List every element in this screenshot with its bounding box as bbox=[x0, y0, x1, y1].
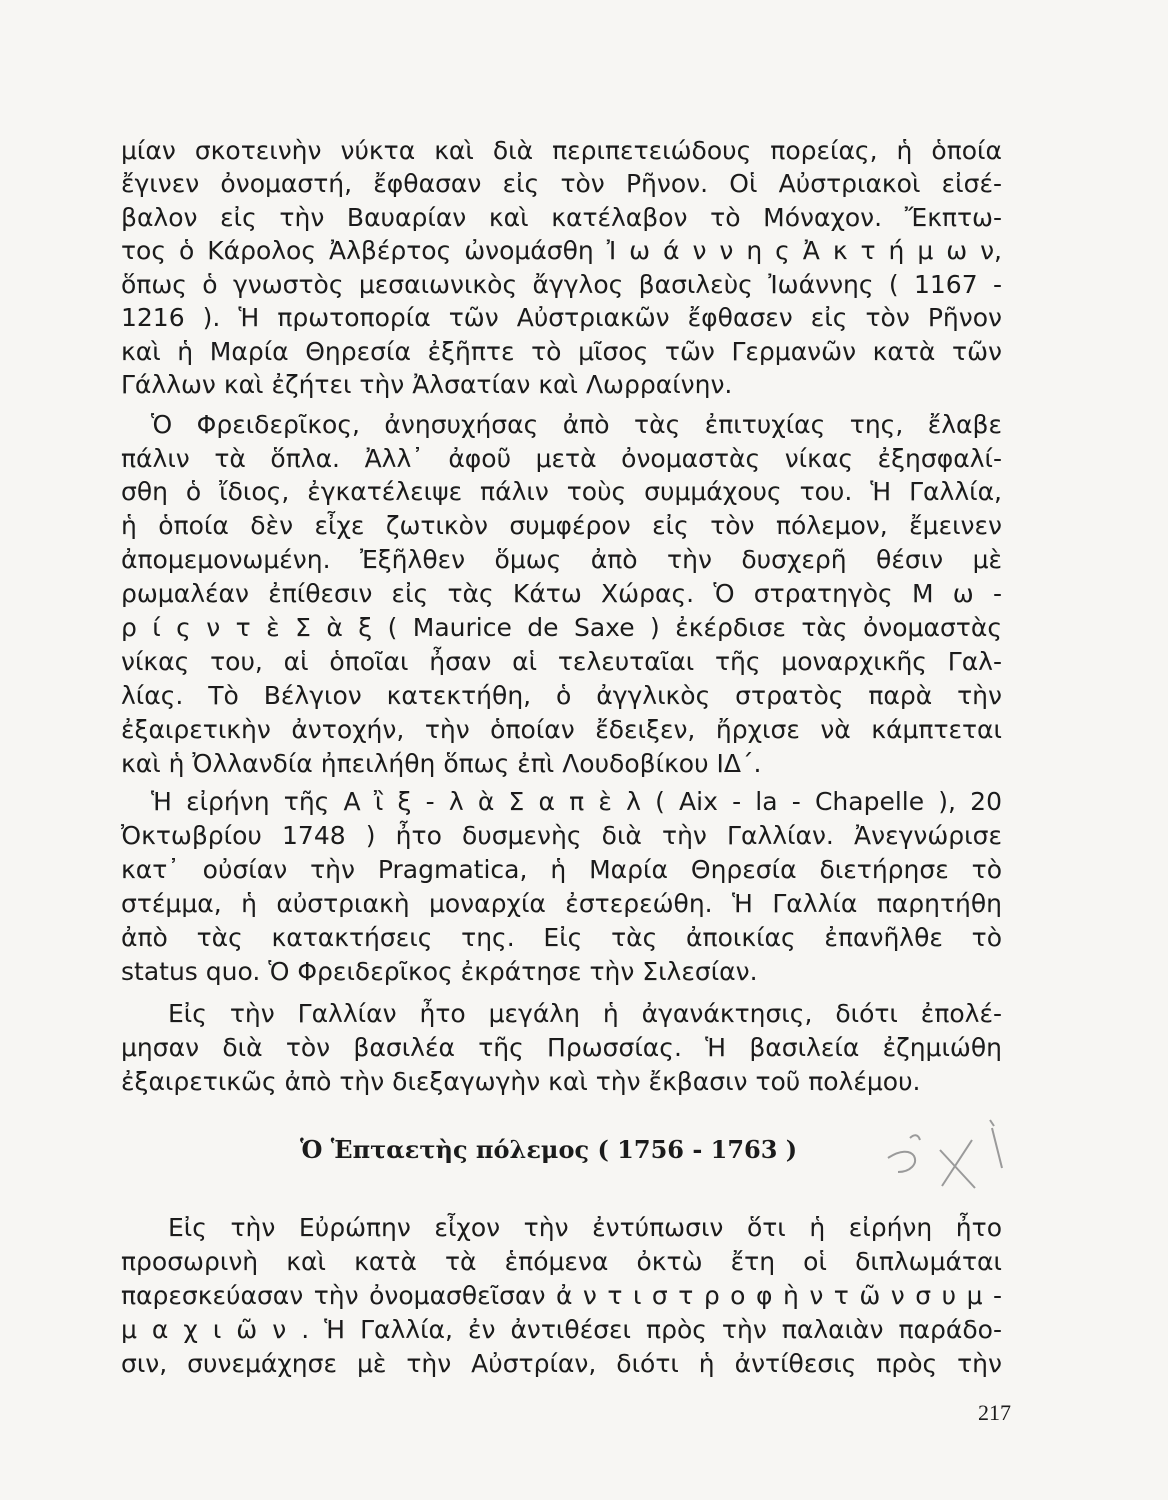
text-line: Ὀκτωβρίου 1748 ) ἦτο δυσμενὴς διὰ τὴν Γαλλίαν. Ἀνεγνώρισε bbox=[121, 821, 1002, 850]
text-line: σιν, συνεμάχησε μὲ τὴν Αὐστρίαν, διότι ἡ ἀντίθεσις πρὸς τὴν bbox=[121, 1349, 1002, 1378]
text-line: μίαν σκοτεινὴν νύκτα καὶ διὰ περιπετειώδους πορείας, ἡ ὁποία bbox=[121, 136, 1002, 165]
text-line: Ὁ Φρειδερῖκος, ἀνησυχήσας ἀπὸ τὰς ἐπιτυχίας της, ἔλαβε bbox=[151, 410, 1002, 439]
text-line: βαλον εἰς τὴν Βαυαρίαν καὶ κατέλαβον τὸ Μόναχον. Ἔκπτω- bbox=[121, 203, 1002, 232]
section-heading: Ὁ Ἑπταετὴς πόλεμος ( 1756 - 1763 ) bbox=[300, 1135, 798, 1164]
text-line: στέμμα, ἡ αὐστριακὴ μοναρχία ἐστερεώθη. Ἡ Γαλλία παρητήθη bbox=[121, 889, 1002, 918]
text-line: Εἰς τὴν Γαλλίαν ἦτο μεγάλη ἡ ἀγανάκτησις, διότι ἐπολέ- bbox=[168, 999, 1002, 1028]
text-line: μησαν διὰ τὸν βασιλέα τῆς Πρωσσίας. Ἡ βασιλεία ἐζημιώθη bbox=[121, 1033, 1002, 1062]
text-line: ρωμαλέαν ἐπίθεσιν εἰς τὰς Κάτω Χώρας. Ὁ στρατηγὸς Μ ω - bbox=[121, 579, 1002, 608]
text-line: προσωρινὴ καὶ κατὰ τὰ ἑπόμενα ὀκτὼ ἔτη οἱ διπλωμάται bbox=[121, 1247, 1002, 1276]
text-line: ὅπως ὁ γνωστὸς μεσαιωνικὸς ἄγγλος βασιλεὺς Ἰωάννης ( 1167 - bbox=[121, 270, 1002, 299]
text-line: τος ὁ Κάρολος Ἀλβέρτος ὠνομάσθη Ἰ ω ά ν ν η ς Ἀ κ τ ή μ ω ν, bbox=[121, 236, 1002, 265]
text-line: καὶ ἡ Ὀλλανδία ἠπειλήθη ὅπως ἐπὶ Λουδοβίκου ΙΔ΄. bbox=[121, 749, 762, 778]
text-line: Εἰς τὴν Εὐρώπην εἶχον τὴν ἐντύπωσιν ὅτι ἡ εἰρήνη ἦτο bbox=[168, 1213, 1002, 1242]
page-number: 217 bbox=[978, 1400, 1011, 1425]
text-line: ἡ ὁποία δὲν εἶχε ζωτικὸν συμφέρον εἰς τὸν πόλεμον, ἔμεινεν bbox=[121, 511, 1002, 540]
text-line: ἐξαιρετικὴν ἀντοχήν, τὴν ὁποίαν ἔδειξεν, ἤρχισε νὰ κάμπτεται bbox=[121, 715, 1002, 744]
text-line: ἔγινεν ὀνομαστή, ἔφθασαν εἰς τὸν Ρῆνον. Οἱ Αὐστριακοὶ εἰσέ- bbox=[121, 169, 1002, 198]
text-line: Ἡ εἰρήνη τῆς Α ἲ ξ - λ ὰ Σ α π ὲ λ ( Aix - la - Chapelle ), 20 bbox=[151, 787, 1002, 816]
text-line: Γάλλων καὶ ἐζήτει τὴν Ἀλσατίαν καὶ Λωρραίνην. bbox=[121, 370, 733, 399]
text-line: 1216 ). Ἡ πρωτοπορία τῶν Αὐστριακῶν ἔφθασεν εἰς τὸν Ρῆνον bbox=[121, 303, 1002, 332]
text-line: παρεσκεύασαν τὴν ὀνομασθεῖσαν ἀ ν τ ι σ τ ρ ο φ ὴ ν τ ῶ ν σ υ μ - bbox=[121, 1281, 1002, 1310]
handwritten-mark-icon bbox=[880, 1110, 1020, 1190]
text-line: ἐξαιρετικῶς ἀπὸ τὴν διεξαγωγὴν καὶ τὴν ἔκβασιν τοῦ πολέμου. bbox=[121, 1067, 921, 1096]
text-line: πάλιν τὰ ὅπλα. Ἀλλ᾽ ἀφοῦ μετὰ ὀνομαστὰς νίκας ἐξησφαλί- bbox=[121, 444, 1002, 473]
text-line: status quo. Ὁ Φρειδερῖκος ἐκράτησε τὴν Σιλεσίαν. bbox=[121, 957, 758, 986]
text-line: νίκας του, αἱ ὁποῖαι ἦσαν αἱ τελευταῖαι τῆς μοναρχικῆς Γαλ- bbox=[121, 647, 1002, 676]
text-line: κατ᾽ οὐσίαν τὴν Pragmatica, ἡ Μαρία Θηρεσία διετήρησε τὸ bbox=[121, 855, 1002, 884]
text-line: λίας. Τὸ Βέλγιον κατεκτήθη, ὁ ἀγγλικὸς στρατὸς παρὰ τὴν bbox=[121, 681, 1002, 710]
text-line: ἀπομεμονωμένη. Ἐξῆλθεν ὅμως ἀπὸ τὴν δυσχερῆ θέσιν μὲ bbox=[121, 545, 1002, 574]
text-line: ἀπὸ τὰς κατακτήσεις της. Εἰς τὰς ἀποικίας ἐπανῆλθε τὸ bbox=[121, 923, 1002, 952]
text-line: ρ ί ς ν τ ὲ Σ ὰ ξ ( Maurice de Saxe ) ἐκέρδισε τὰς ὀνομαστὰς bbox=[121, 613, 1002, 642]
text-line: σθη ὁ ἴδιος, ἐγκατέλειψε πάλιν τοὺς συμμάχους του. Ἡ Γαλλία, bbox=[121, 477, 1002, 506]
text-line: μ α χ ι ῶ ν . Ἡ Γαλλία, ἐν ἀντιθέσει πρὸς τὴν παλαιὰν παράδο- bbox=[121, 1315, 1002, 1344]
text-line: καὶ ἡ Μαρία Θηρεσία ἐξῆπτε τὸ μῖσος τῶν Γερμανῶν κατὰ τῶν bbox=[121, 337, 1002, 366]
